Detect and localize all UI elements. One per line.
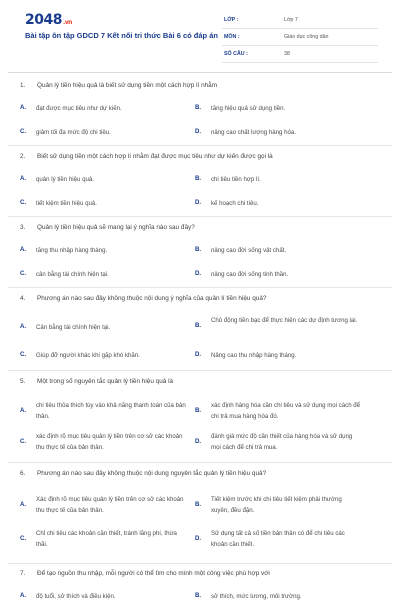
options <box>20 94 385 140</box>
question-text: Phương án nào sau đây không thuộc nội dung nguyên tắc quản lý tiền hiệu quả? <box>37 470 267 477</box>
option-text: giảm tối đa mức độ chi tiêu. <box>36 129 111 136</box>
question-divider <box>8 145 392 146</box>
meta-label: LỚP : <box>224 17 239 23</box>
option-letter: A. <box>20 501 27 508</box>
document-title: Bài tập ôn tập GDCD 7 Kết nối tri thức Bài 6 có đáp án <box>25 31 218 40</box>
option-text: xác định hàng hóa cần chi tiêu và sử dụng mọi cách để chi trả mua hàng hóa đó. <box>211 402 361 420</box>
option-letter: B. <box>195 322 202 329</box>
options <box>20 482 385 562</box>
document-meta-table <box>222 12 378 63</box>
question-number: 3. <box>20 224 26 231</box>
option-text: Chỉ chi tiêu các khoản cần thiết, tránh lãng phí, thừa thãi. <box>36 530 177 548</box>
option-letter: D. <box>195 535 202 542</box>
question-number: 4. <box>20 295 26 302</box>
option-text: Sử dụng tất cả số tiền bản thân có để chi tiêu các khoản cần thiết. <box>211 530 345 548</box>
option-letter: C. <box>20 438 27 445</box>
option-letter: A. <box>20 175 27 182</box>
question-text: Quản lý tiền hiệu quả sẽ mang lại ý nghĩa nào sau đây? <box>37 224 195 231</box>
question-6 <box>20 468 385 562</box>
options <box>20 236 385 282</box>
document-header <box>0 0 400 72</box>
option-text: tiết kiệm tiền hiệu quả. <box>36 200 97 207</box>
meta-value: Lớp 7 <box>284 17 298 23</box>
meta-row-grade <box>222 12 378 29</box>
option-letter: B. <box>195 592 202 599</box>
question-2 <box>20 151 385 211</box>
question-1 <box>20 80 385 140</box>
option-letter: A. <box>20 246 27 253</box>
option-text: Tiết kiệm trước khi chi tiêu tiết kiệm phải thường xuyên, đều đặn. <box>211 496 342 514</box>
option-letter: C. <box>20 128 27 135</box>
option-text: Nâng cao thu nhập hàng tháng. <box>211 352 297 359</box>
question-text: Quản lý tiền hiệu quả là biết sử dụng tiền một cách hợp lí nhằm <box>37 82 218 89</box>
option-text: đạt được mục tiêu như dự kiến. <box>36 105 122 112</box>
option-text: chi tiêu thỏa thích tùy vào khả năng thanh toán của bản thân. <box>36 402 186 420</box>
meta-row-count <box>222 46 378 63</box>
question-divider <box>8 287 392 288</box>
meta-label: SỐ CÂU : <box>224 51 248 57</box>
options <box>20 307 385 369</box>
options <box>20 390 385 460</box>
option-letter: B. <box>195 104 202 111</box>
option-text: cân bằng tài chính hiện tại. <box>36 271 109 278</box>
question-divider <box>8 370 392 371</box>
site-logo[interactable] <box>25 12 72 28</box>
option-text: chi tiêu tiền hợp lí. <box>211 176 261 183</box>
question-divider <box>8 563 392 564</box>
option-letter: D. <box>195 199 202 206</box>
option-text: Xác định rõ mục tiêu quản lý tiền trên cơ sở các khoản thu thực tế của bản thân. <box>36 496 184 514</box>
option-letter: C. <box>20 270 27 277</box>
option-text: Giúp đỡ người khác khi gặp khó khăn. <box>36 352 140 359</box>
option-letter: D. <box>195 438 202 445</box>
option-letter: B. <box>195 407 202 414</box>
question-stem <box>20 568 385 582</box>
option-letter: A. <box>20 592 27 599</box>
question-7 <box>20 568 385 600</box>
question-stem <box>20 80 385 94</box>
question-text: Phương án nào sau đây không thuộc nội dung ý nghĩa của quản lí tiền hiệu quả? <box>37 295 267 302</box>
meta-row-subject <box>222 29 378 46</box>
option-text: Chủ động tiền bạc để thực hiện các dự định tương lai. <box>211 317 358 324</box>
option-text: Cân bằng tài chính hiện tại. <box>36 324 111 331</box>
options <box>20 582 385 600</box>
option-text: nâng cao đời sống vật chất. <box>211 247 287 254</box>
option-letter: B. <box>195 246 202 253</box>
option-text: nâng cao chất lượng hàng hóa. <box>211 129 296 136</box>
option-letter: B. <box>195 175 202 182</box>
option-letter: D. <box>195 128 202 135</box>
options <box>20 165 385 211</box>
meta-value: 38 <box>284 51 290 57</box>
question-text: Một trong số nguyên tắc quản lý tiền hiệu quả là <box>37 378 174 385</box>
question-stem <box>20 376 385 390</box>
question-stem <box>20 151 385 165</box>
question-4 <box>20 293 385 369</box>
question-number: 7. <box>20 570 26 577</box>
question-divider <box>8 462 392 463</box>
question-number: 1. <box>20 82 26 89</box>
question-number: 6. <box>20 470 26 477</box>
option-text: nâng cao đời sống tinh thần. <box>211 271 289 278</box>
option-text: độ tuổi, sở thích và điều kiện. <box>36 593 116 600</box>
question-stem <box>20 468 385 482</box>
option-letter: A. <box>20 323 27 330</box>
logo-suffix: .vn <box>62 19 72 26</box>
option-letter: C. <box>20 199 27 206</box>
option-letter: A. <box>20 407 27 414</box>
option-text: tăng thu nhập hàng tháng. <box>36 247 108 254</box>
option-letter: B. <box>195 501 202 508</box>
question-text: Để tạo nguồn thu nhập, mỗi người có thể tìm cho mình một công việc phù hợp với <box>37 570 270 577</box>
option-text: xác định rõ mục tiêu quản lý tiền trên cơ sở các khoản thu thực tế của bản thân. <box>36 433 183 451</box>
question-number: 2. <box>20 153 26 160</box>
option-text: kế hoạch chi tiêu. <box>211 200 259 207</box>
question-number: 5. <box>20 378 26 385</box>
option-text: sở thích, mức lương, môi trường. <box>211 593 302 600</box>
question-5 <box>20 376 385 460</box>
meta-value: Giáo dục công dân <box>284 34 329 40</box>
question-text: Biết sử dụng tiền một cách hợp lí nhằm đạt được mục tiêu như dự kiến được gọi là <box>37 153 273 160</box>
option-letter: D. <box>195 351 202 358</box>
option-text: tăng hiệu quả sử dụng tiền. <box>211 105 286 112</box>
meta-label: MÔN : <box>224 34 240 40</box>
option-text: đánh giá mức độ cần thiết của hàng hóa và sử dụng mọi cách để chi trả mua. <box>211 433 353 451</box>
option-letter: C. <box>20 535 27 542</box>
question-stem <box>20 293 385 307</box>
header-divider <box>8 72 392 73</box>
option-letter: D. <box>195 270 202 277</box>
question-3 <box>20 222 385 282</box>
logo-main: 2048 <box>25 12 62 28</box>
option-letter: A. <box>20 104 27 111</box>
option-text: quản lý tiền hiệu quả. <box>36 176 94 183</box>
option-letter: C. <box>20 351 27 358</box>
question-stem <box>20 222 385 236</box>
question-divider <box>8 216 392 217</box>
